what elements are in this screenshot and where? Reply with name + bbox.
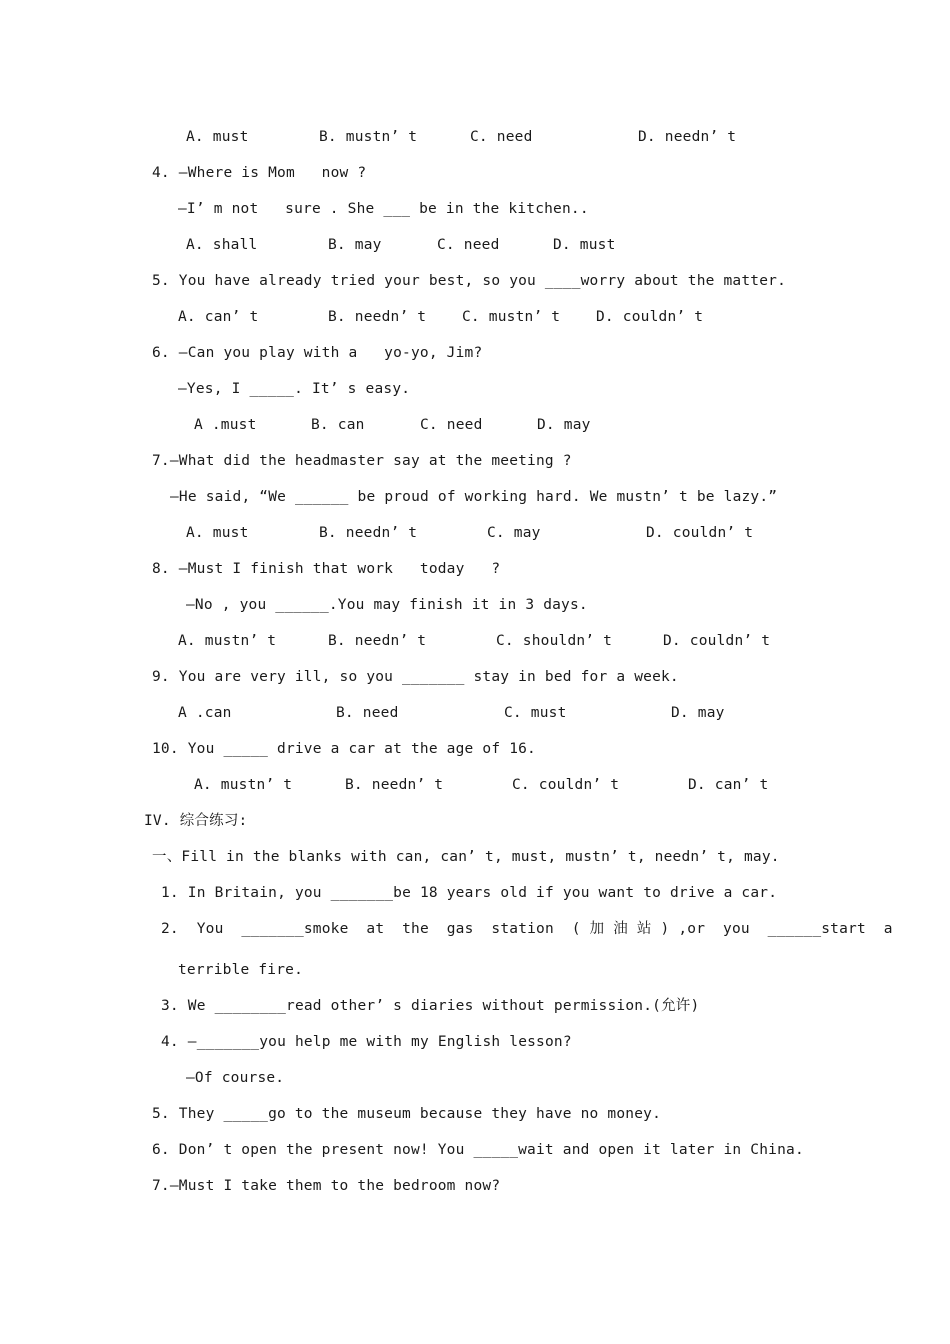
q8-option-a: A. mustn’ t	[178, 633, 277, 649]
fill-item-2: 2. You _______smoke at the gas station ( 加 油 站 ) ,or you ______start a	[161, 921, 893, 937]
q10-question: 10. You _____ drive a car at the age of 16.	[152, 741, 536, 757]
q6-option-a: A .must	[194, 417, 257, 433]
q4-answer-line: —I’ m not sure . She ___ be in the kitchen..	[178, 201, 589, 217]
q6-option-b: B. can	[311, 417, 365, 433]
q4-question: 4. —Where is Mom now ?	[152, 165, 367, 181]
q8-option-c: C. shouldn’ t	[496, 633, 613, 649]
q4-option-d: D. must	[553, 237, 616, 253]
fill-item-1: 1. In Britain, you _______be 18 years old if you want to drive a car.	[161, 885, 778, 901]
q8-question: 8. —Must I finish that work today ?	[152, 561, 501, 577]
fill-item-4-reply: —Of course.	[186, 1070, 285, 1086]
q3-option-d: D. needn’ t	[638, 129, 737, 145]
q7-question: 7.—What did the headmaster say at the meeting ?	[152, 453, 572, 469]
q3-option-b: B. mustn’ t	[319, 129, 418, 145]
q6-option-c: C. need	[420, 417, 483, 433]
fill-item-3: 3. We ________read other’ s diaries without permission.(允许)	[161, 998, 700, 1014]
q6-question: 6. —Can you play with a yo-yo, Jim?	[152, 345, 483, 361]
q6-option-d: D. may	[537, 417, 591, 433]
q3-option-c: C. need	[470, 129, 533, 145]
q10-option-b: B. needn’ t	[345, 777, 444, 793]
q8-option-b: B. needn’ t	[328, 633, 427, 649]
q9-option-d: D. may	[671, 705, 725, 721]
fill-item-4: 4. —_______you help me with my English lesson?	[161, 1034, 572, 1050]
q8-answer-line: —No , you ______.You may finish it in 3 days.	[186, 597, 588, 613]
fill-item-7: 7.—Must I take them to the bedroom now?	[152, 1178, 501, 1194]
section-heading: IV. 综合练习:	[144, 813, 248, 829]
q5-option-b: B. needn’ t	[328, 309, 427, 325]
q9-option-c: C. must	[504, 705, 567, 721]
q10-option-a: A. mustn’ t	[194, 777, 293, 793]
q7-answer-line: —He said, “We ______ be proud of working hard. We mustn’ t be lazy.”	[170, 489, 778, 505]
q3-option-a: A. must	[186, 129, 249, 145]
fill-item-5: 5. They _____go to the museum because they have no money.	[152, 1106, 661, 1122]
q7-option-a: A. must	[186, 525, 249, 541]
q7-option-b: B. needn’ t	[319, 525, 418, 541]
q5-question: 5. You have already tried your best, so you ____worry about the matter.	[152, 273, 787, 289]
q4-option-a: A. shall	[186, 237, 258, 253]
fill-item-2-continued: terrible fire.	[178, 962, 304, 978]
q4-option-b: B. may	[328, 237, 382, 253]
q9-question: 9. You are very ill, so you _______ stay in bed for a week.	[152, 669, 679, 685]
q7-option-c: C. may	[487, 525, 541, 541]
fill-item-6: 6. Don’ t open the present now! You _____wait and open it later in China.	[152, 1142, 804, 1158]
q9-option-a: A .can	[178, 705, 232, 721]
q4-option-c: C. need	[437, 237, 500, 253]
q7-option-d: D. couldn’ t	[646, 525, 754, 541]
q5-option-c: C. mustn’ t	[462, 309, 561, 325]
q10-option-d: D. can’ t	[688, 777, 769, 793]
q5-option-a: A. can’ t	[178, 309, 259, 325]
q5-option-d: D. couldn’ t	[596, 309, 704, 325]
q8-option-d: D. couldn’ t	[663, 633, 771, 649]
section-instructions: 一、Fill in the blanks with can, can’ t, must, mustn’ t, needn’ t, may.	[152, 849, 780, 865]
q6-answer-line: —Yes, I _____. It’ s easy.	[178, 381, 411, 397]
q9-option-b: B. need	[336, 705, 399, 721]
q10-option-c: C. couldn’ t	[512, 777, 620, 793]
